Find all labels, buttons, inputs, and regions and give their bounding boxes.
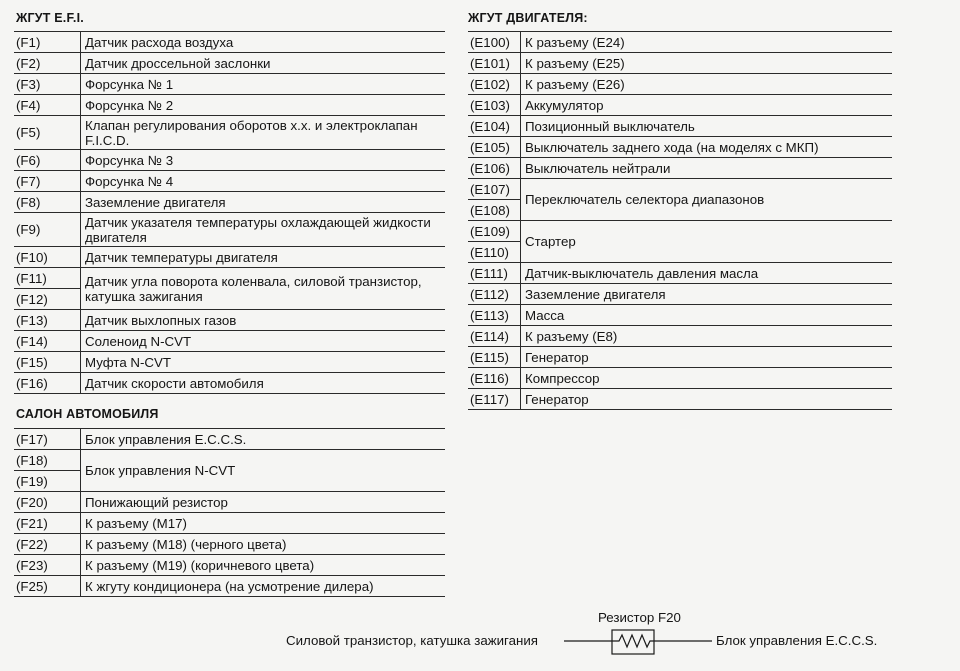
connector-description: Выключатель заднего хода (на моделях с МКП) — [521, 137, 893, 158]
connector-code: (F18) — [14, 450, 81, 471]
table-row — [468, 326, 892, 347]
connector-description: Заземление двигателя — [81, 192, 446, 213]
salon-table — [14, 428, 445, 597]
connector-description: К разъему (M19) (коричневого цвета) — [81, 555, 446, 576]
table-row — [468, 221, 892, 242]
connector-description: К разъему (M18) (черного цвета) — [81, 534, 446, 555]
connector-code: (E112) — [468, 284, 521, 305]
connector-code: (F19) — [14, 471, 81, 492]
engine-harness-heading: ЖГУТ ДВИГАТЕЛЯ: — [468, 11, 588, 25]
connector-code: (F12) — [14, 289, 81, 310]
connector-description: Датчик скорости автомобиля — [81, 373, 446, 394]
connector-code: (E105) — [468, 137, 521, 158]
salon-heading: САЛОН АВТОМОБИЛЯ — [16, 407, 159, 421]
connector-description: Блок управления N-CVT — [81, 450, 446, 492]
connector-description: Муфта N-CVT — [81, 352, 446, 373]
connector-description: Форсунка № 3 — [81, 150, 446, 171]
connector-description: Датчик угла поворота коленвала, силовой транзистор, катушка зажигания — [81, 268, 446, 310]
table-row — [468, 263, 892, 284]
table-row — [14, 32, 445, 53]
connector-code: (F5) — [14, 116, 81, 150]
table-row — [468, 284, 892, 305]
efi-harness-heading: ЖГУТ E.F.I. — [16, 11, 84, 25]
connector-code: (E106) — [468, 158, 521, 179]
connector-code: (F22) — [14, 534, 81, 555]
connector-code: (F6) — [14, 150, 81, 171]
table-row — [468, 53, 892, 74]
table-row — [468, 95, 892, 116]
connector-description: Блок управления E.C.C.S. — [81, 429, 446, 450]
connector-code: (F16) — [14, 373, 81, 394]
connector-description: Масса — [521, 305, 893, 326]
table-row — [468, 389, 892, 410]
table-row — [14, 268, 445, 289]
connector-code: (E109) — [468, 221, 521, 242]
table-row — [14, 555, 445, 576]
table-row — [14, 247, 445, 268]
table-row — [14, 150, 445, 171]
connector-description: К разъему (E25) — [521, 53, 893, 74]
table-row — [468, 179, 892, 200]
connector-code: (E110) — [468, 242, 521, 263]
resistor-icon — [612, 630, 654, 654]
connector-description: К жгуту кондиционера (на усмотрение дилера) — [81, 576, 446, 597]
connector-description: Аккумулятор — [521, 95, 893, 116]
connector-description: К разъему (M17) — [81, 513, 446, 534]
connector-code: (F13) — [14, 310, 81, 331]
table-row — [468, 74, 892, 95]
table-row — [14, 352, 445, 373]
connector-code: (F25) — [14, 576, 81, 597]
table-row — [468, 368, 892, 389]
schematic-left-label: Силовой транзистор, катушка зажигания — [286, 633, 538, 648]
connector-description: Датчик выхлопных газов — [81, 310, 446, 331]
connector-description: Компрессор — [521, 368, 893, 389]
connector-code: (E101) — [468, 53, 521, 74]
connector-description: Соленоид N-CVT — [81, 331, 446, 352]
connector-code: (E107) — [468, 179, 521, 200]
engine-harness-table — [468, 31, 892, 410]
connector-code: (E117) — [468, 389, 521, 410]
resistor-label: Резистор F20 — [598, 610, 681, 625]
connector-description: Клапан регулирования оборотов х.х. и электроклапан F.I.C.D. — [81, 116, 446, 150]
connector-description: Генератор — [521, 347, 893, 368]
table-row — [14, 534, 445, 555]
table-row — [468, 347, 892, 368]
connector-description: Понижающий резистор — [81, 492, 446, 513]
connector-description: Заземление двигателя — [521, 284, 893, 305]
connector-code: (E100) — [468, 32, 521, 53]
table-row — [14, 192, 445, 213]
efi-harness-table — [14, 31, 445, 394]
connector-code: (E115) — [468, 347, 521, 368]
connector-code: (F10) — [14, 247, 81, 268]
connector-description: Позиционный выключатель — [521, 116, 893, 137]
connector-code: (F2) — [14, 53, 81, 74]
connector-code: (F20) — [14, 492, 81, 513]
connector-description: Стартер — [521, 221, 893, 263]
connector-code: (E102) — [468, 74, 521, 95]
connector-description: К разъему (E24) — [521, 32, 893, 53]
table-row — [14, 74, 445, 95]
table-row — [14, 95, 445, 116]
table-row — [468, 32, 892, 53]
connector-description: Форсунка № 4 — [81, 171, 446, 192]
connector-code: (E103) — [468, 95, 521, 116]
table-row — [14, 492, 445, 513]
connector-code: (F14) — [14, 331, 81, 352]
connector-description: Генератор — [521, 389, 893, 410]
connector-description: Датчик-выключатель давления масла — [521, 263, 893, 284]
table-row — [14, 116, 445, 150]
connector-code: (E116) — [468, 368, 521, 389]
table-row — [14, 373, 445, 394]
table-row — [14, 310, 445, 331]
connector-code: (F3) — [14, 74, 81, 95]
connector-code: (F15) — [14, 352, 81, 373]
schematic-lines — [0, 608, 960, 668]
connector-code: (F17) — [14, 429, 81, 450]
table-row — [468, 305, 892, 326]
table-row — [14, 53, 445, 74]
table-row — [14, 213, 445, 247]
table-row — [14, 450, 445, 471]
connector-description: Переключатель селектора диапазонов — [521, 179, 893, 221]
connector-description: Форсунка № 1 — [81, 74, 446, 95]
connector-code: (E114) — [468, 326, 521, 347]
connector-code: (F9) — [14, 213, 81, 247]
table-row — [14, 171, 445, 192]
connector-code: (F4) — [14, 95, 81, 116]
connector-code: (E111) — [468, 263, 521, 284]
table-row — [468, 116, 892, 137]
connector-description: Датчик дроссельной заслонки — [81, 53, 446, 74]
connector-code: (E113) — [468, 305, 521, 326]
table-row — [14, 576, 445, 597]
connector-code: (E104) — [468, 116, 521, 137]
connector-code: (F11) — [14, 268, 81, 289]
schematic-right-label: Блок управления E.C.C.S. — [716, 633, 878, 648]
connector-description: Выключатель нейтрали — [521, 158, 893, 179]
connector-code: (F23) — [14, 555, 81, 576]
connector-code: (F8) — [14, 192, 81, 213]
connector-code: (E108) — [468, 200, 521, 221]
table-row — [14, 331, 445, 352]
connector-code: (F21) — [14, 513, 81, 534]
table-row — [14, 429, 445, 450]
connector-description: К разъему (E8) — [521, 326, 893, 347]
table-row — [14, 513, 445, 534]
table-row — [468, 137, 892, 158]
connector-description: Датчик указателя температуры охлаждающей жидкости двигателя — [81, 213, 446, 247]
connector-description: Датчик расхода воздуха — [81, 32, 446, 53]
connector-code: (F7) — [14, 171, 81, 192]
connector-description: Датчик температуры двигателя — [81, 247, 446, 268]
connector-description: К разъему (E26) — [521, 74, 893, 95]
table-row — [468, 158, 892, 179]
connector-code: (F1) — [14, 32, 81, 53]
resistor-schematic — [0, 608, 960, 668]
connector-description: Форсунка № 2 — [81, 95, 446, 116]
